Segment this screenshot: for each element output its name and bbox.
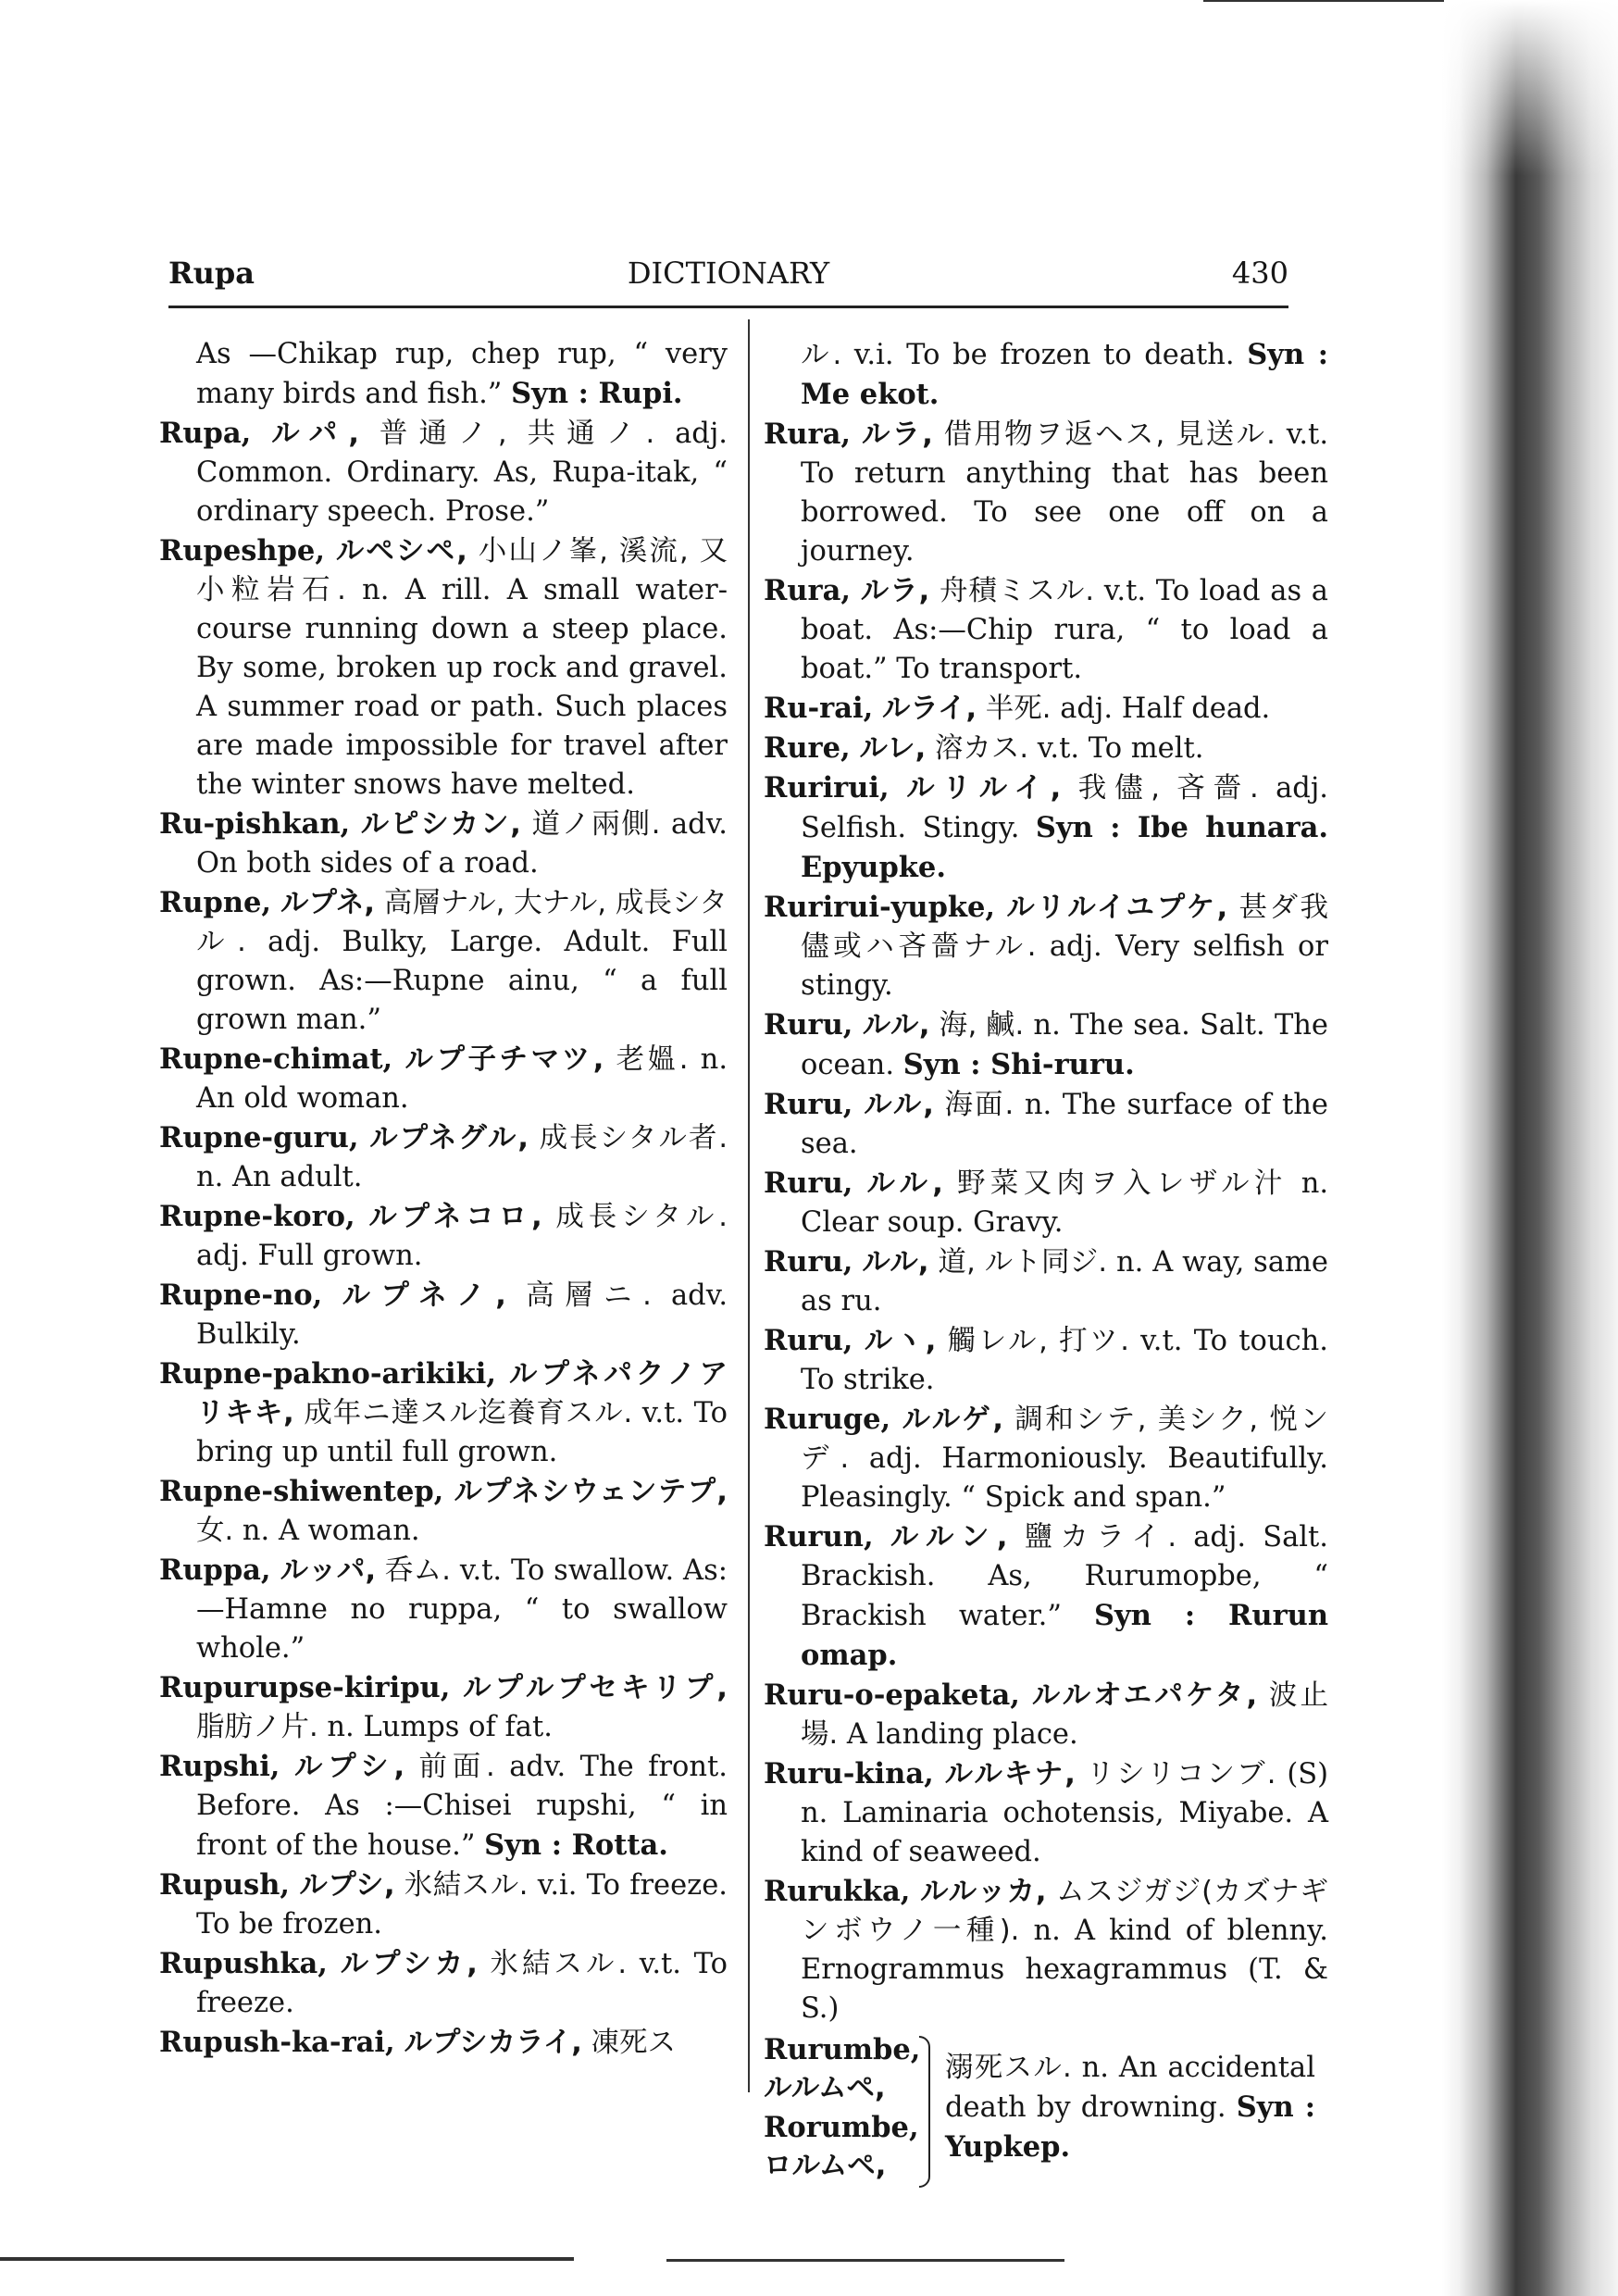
entry-kana: ルプネグル, [369,1122,529,1154]
entry-japanese: 借用物ヲ返ヘス, 見送ル. [943,418,1276,451]
entry-japanese: 溺死スル. [945,2052,1072,2084]
entry-definition: A landing place. [846,1718,1078,1751]
entry-headword: Ruru, [764,1324,853,1357]
entry-definition: v.t. To return anything that has been borrowed. To see one off on a journey. [801,418,1329,568]
entry-japanese: 道ノ兩側. [531,808,661,841]
entry-japanese: 海面. [944,1089,1014,1121]
entry-definition: adj. Common. Ordinary. As, Rupa-itak, “ ordinary speech. Prose.” [196,418,728,528]
entry-kana: ルラ, [861,418,933,451]
entry-headword: Ruppa, [159,1554,271,1587]
entry-kana: ルプシカ, [340,1948,478,1980]
entry-japanese: リシリコンブ. [1086,1758,1276,1791]
spine-fade [1442,0,1618,176]
dictionary-entry [764,1400,1328,1517]
entry-kana: ルラ, [860,575,930,607]
dictionary-entry [159,531,728,805]
entry-japanese: 溶カス. [934,732,1029,765]
bracket-headword-kana: ロルムペ, [764,2150,887,2182]
entry-japanese: 半死. [985,693,1052,725]
dictionary-entry [159,1944,728,2023]
entry-definition: adv. The front. Before. As :—Chisei rupshi, “ in front of the house.” [196,1751,728,1862]
dictionary-entry [764,729,1328,768]
entry-definition: n. Clear soup. Gravy. [801,1167,1329,1239]
curly-bracket [919,2036,930,2188]
entry-japanese: 鹽カライ. [1024,1521,1177,1554]
entry-headword: Rupush, [159,1868,290,1902]
entry-japanese: 成長シタル者. [539,1122,728,1154]
entry-headword: Ruru, [764,1008,853,1042]
entry-kana: ルリルイユプケ, [1006,892,1228,924]
header-rule [168,306,1288,308]
entry-kana: ルルゲ, [902,1404,1003,1436]
entry-kana: ルプルプセキリプ, [463,1672,728,1704]
bracket-headwords [764,2030,926,2186]
entry-japanese: 呑ム. [384,1554,451,1587]
dictionary-entry [764,1872,1328,2028]
entry-synonym: Syn : Rupi. [511,377,683,410]
entry-kana: ルプネノ, [342,1279,506,1312]
entry-definition: adj. Full grown. [196,1240,423,1272]
dictionary-entry [159,1472,728,1551]
entry-headword: Ruru, [764,1088,853,1121]
dictionary-entry [764,1242,1328,1321]
scan-edge-bottom-left [0,2257,574,2261]
entry-japanese: 道, ルト同ジ. [938,1246,1108,1279]
dictionary-entry [764,1005,1328,1085]
entry-headword: Rupne-no, [159,1279,323,1312]
entry-japanese: 老媼. [616,1043,689,1076]
page-title: DICTIONARY [627,256,830,291]
entry-definition: adj. Bulky, Large. Adult. Full grown. As:—Rupne ainu, “ a full grown man.” [196,926,728,1036]
entry-definition: n. A way, same as ru. [801,1246,1328,1317]
entry-japanese: 調和シテ, 美シク, 悦ンデ. [801,1404,1329,1475]
entry-synonym: Syn : Rurun omap. [801,1599,1328,1672]
entry-headword: Rupshi, [159,1750,280,1783]
entry-kana: ルルキナ, [944,1758,1076,1791]
entry-japanese: 脂肪ノ片. [196,1711,318,1743]
entry-definition: adj. Selfish. Stingy. [801,772,1328,844]
dictionary-entry [159,2023,728,2063]
bracket-headword-kana: ルルムペ, [764,2072,886,2104]
entry-japanese: 小山ノ峯, 溪流, 又小粒岩石. [196,535,728,606]
entry-definition: v.t. To melt. [1037,732,1204,765]
entry-kana: ルルン, [890,1521,1008,1554]
bracket-headword: Rorumbe, [764,2111,919,2144]
bracket-entry [764,2030,1328,2193]
entry-headword: Rurukka, [764,1875,911,1908]
dictionary-entry [764,571,1328,689]
entry-headword: Rurun, [764,1520,874,1554]
entry-headword: Rura, [764,574,851,607]
entry-synonym: Syn : Yupkep. [945,2090,1315,2164]
dictionary-entry [159,1668,728,1747]
right-column [764,335,1328,2193]
entry-definition: adv. On both sides of a road. [196,808,728,880]
entry-kana: ルル, [862,1246,929,1279]
entry-headword: Ruru, [764,1167,853,1200]
entry-kana: ルルッカ, [920,1876,1047,1908]
dictionary-entry [159,414,728,531]
entry-definition: n. A woman. [242,1515,420,1547]
entry-definition: adv. Bulkily. [196,1279,728,1351]
entry-japanese: 成年ニ達スル迄養育スル. [304,1397,633,1429]
entry-japanese: 前面. [418,1751,495,1783]
entry-headword: Rupne-koro, [159,1200,355,1233]
entry-headword: Ru-rai, [764,692,874,725]
entry-definition: n. An accidental death by drowning. [945,2052,1315,2124]
dictionary-entry [159,883,728,1040]
dictionary-entry [159,1197,728,1276]
dictionary-entry [764,1321,1328,1400]
entry-kana: ルライ, [881,693,977,725]
dictionary-entry [159,1551,728,1668]
entry-headword: Rurirui-yupke, [764,891,996,924]
entry-definition: v.t. To touch. To strike. [801,1325,1328,1396]
dictionary-entry [764,888,1328,1005]
entry-definition: n. An adult. [196,1161,363,1193]
entry-continuation [764,335,1328,415]
dictionary-entry [764,415,1328,571]
entry-japanese: 野菜又肉ヲ入レザル汁 [956,1167,1288,1200]
entry-synonym: Syn : Me ekot. [801,338,1328,411]
entry-definition: n. Lumps of fat. [327,1711,553,1743]
entry-headword: Rupne-pakno-arikiki, [159,1357,496,1391]
dictionary-entry [764,1085,1328,1164]
dictionary-entry [764,689,1328,729]
column-divider [748,319,750,2092]
entry-headword: Ruruge, [764,1403,891,1436]
entry-japanese: 舟積ミスル. [939,575,1095,607]
dictionary-entry [159,1276,728,1354]
dictionary-entry [159,1040,728,1118]
entry-continuation [159,335,728,414]
dictionary-entry [764,1676,1328,1754]
entry-headword: Rupne-chimat, [159,1042,393,1076]
dictionary-entry [159,805,728,883]
entry-japanese: 氷結スル. [404,1869,529,1902]
entry-japanese: ムスジガジ(カズナギンボウノ一種). [801,1876,1328,1947]
entry-definition: n. The sea. Salt. The ocean. [801,1009,1328,1081]
entry-kana: ルルオエパケタ, [1031,1679,1258,1712]
dictionary-entry [764,768,1328,888]
dictionary-entry [764,1164,1328,1242]
entry-definition: v.t. To bring up until full grown. [196,1397,728,1468]
entry-japanese: 凍死ス [591,2027,676,2059]
entry-headword: Rupne, [159,886,272,919]
entry-kana: ルプネコロ, [368,1201,542,1233]
entry-kana: ルプネ, [280,887,376,919]
bracket-headword: Rurumbe, [764,2033,921,2066]
entry-definition: adj. Half dead. [1060,693,1271,725]
entry-kana: ルリルイ, [906,772,1062,805]
entry-headword: Ru-pishkan, [159,807,351,841]
dictionary-entry [764,1517,1328,1676]
entry-synonym: Syn : Ibe hunara. Epyupke. [801,811,1329,884]
entry-headword: Rupa, [159,417,252,450]
entry-definition: adj. Salt. Brackish. As, Rurumopbe, “ Brackish water.” [801,1521,1328,1632]
entry-definition: v.i. To freeze. To be frozen. [196,1869,728,1940]
right-entries [764,335,1328,2028]
entry-kana: ルピシカン, [360,808,521,841]
entry-japanese: ル. [801,339,842,371]
entry-definition: v.t. To load as a boat. As:—Chip rura, “ to load a boat.” To transport. [801,575,1328,685]
entry-headword: Rura, [764,418,851,451]
entry-headword: Ruru-kina, [764,1757,934,1791]
entry-definition: (S) n. Laminaria ochotensis, Miyabe. A kind of seaweed. [801,1758,1329,1868]
entry-kana: ルプネパクノアリキキ, [196,1358,728,1429]
bracket-definition [945,2049,1315,2167]
entry-japanese: 成長シタル. [555,1201,728,1233]
entry-headword: Rupush-ka-rai, [159,2026,395,2059]
entry-japanese: 我儘, 吝嗇. [1077,772,1259,805]
entry-japanese: 海, 鹹. [939,1009,1025,1042]
entry-japanese: 甚ダ我儘或ハ吝嗇ナル. [801,892,1329,963]
entry-synonym: Syn : Rotta. [484,1828,668,1862]
entry-headword: Rure, [764,731,851,765]
entry-definition: v.t. To freeze. [196,1948,728,2019]
entry-japanese: 高層ナル, 大ナル, 成長シタル. [196,887,728,958]
entry-definition: n. A rill. A small water-course running down a steep place. By some, broken up rock and gravel. A summer road or path. Such places are made impossible for travel after the winter snows have melted. [196,574,728,801]
dictionary-entry [159,1866,728,1944]
left-column [159,335,728,2063]
entry-kana: ルプシカライ, [404,2027,582,2059]
entry-kana: ルプシ, [299,1869,395,1902]
entry-kana: ルプネシウェンテプ, [454,1476,728,1508]
entry-headword: Rupne-guru, [159,1121,359,1154]
entry-text: v.i. To be frozen to death. [853,339,1248,371]
entry-japanese: 波止場. [801,1679,1328,1751]
entry-synonym: Syn : Shi-ruru. [902,1048,1135,1081]
entry-kana: ルプ子チマツ, [404,1043,604,1076]
entry-headword: Rupushka, [159,1947,328,1980]
entry-headword: Ruru, [764,1245,853,1279]
entry-definition: n. The surface of the sea. [801,1089,1328,1160]
dictionary-entry [159,1118,728,1197]
entry-japanese: 氷結スル. [490,1948,628,1980]
entry-text: As —Chikap rup, chep rup, “ very many birds and fish.” [196,338,728,410]
entry-japanese: 觸レル, 打ツ. [947,1325,1129,1357]
entry-kana: ルプシ, [293,1751,405,1783]
book-spine-shadow [1442,0,1618,2296]
page-number: 430 [1231,256,1288,291]
scan-edge-bottom-right [666,2259,1064,2262]
entry-definition: n. A kind of blenny. Ernogrammus hexagrammus (T. & S.) [801,1915,1328,2025]
entry-definition: adj. Very selfish or stingy. [801,930,1329,1002]
entry-kana: ルペシペ, [335,535,467,568]
dictionary-entry [764,1754,1328,1872]
entry-definition: v.t. To swallow. As:—Hamne no ruppa, “ to swallow whole.” [196,1554,728,1665]
entry-kana: ルパ, [271,418,359,450]
dictionary-entry [159,1747,728,1866]
guide-word: Rupa [168,256,255,291]
entry-headword: Rurirui, [764,771,890,805]
dictionary-entry [159,1354,728,1472]
scan-edge-top [1203,0,1444,2]
entry-kana: ルヽ, [864,1325,937,1357]
entry-definition: adj. Harmoniously. Beautifully. Pleasingly. “ Spick and span.” [801,1442,1328,1514]
entry-kana: ルル, [864,1089,934,1121]
running-header [168,248,1288,304]
entry-headword: Ruru-o-epaketa, [764,1678,1020,1712]
entry-kana: ルッパ, [280,1554,377,1587]
entry-kana: ルレ, [859,732,927,765]
entry-headword: Rupne-shiwentep, [159,1475,444,1508]
entry-japanese: 高層ニ. [526,1279,652,1312]
entry-headword: Rupeshpe, [159,534,325,568]
entry-kana: ルル, [862,1009,930,1042]
entry-japanese: 女. [196,1515,234,1547]
entry-kana: ルル, [866,1167,943,1200]
entry-headword: Rupurupse-kiripu, [159,1671,451,1704]
entry-definition: n. An old woman. [196,1043,728,1115]
entry-japanese: 普通ノ, 共通ノ. [379,418,655,450]
